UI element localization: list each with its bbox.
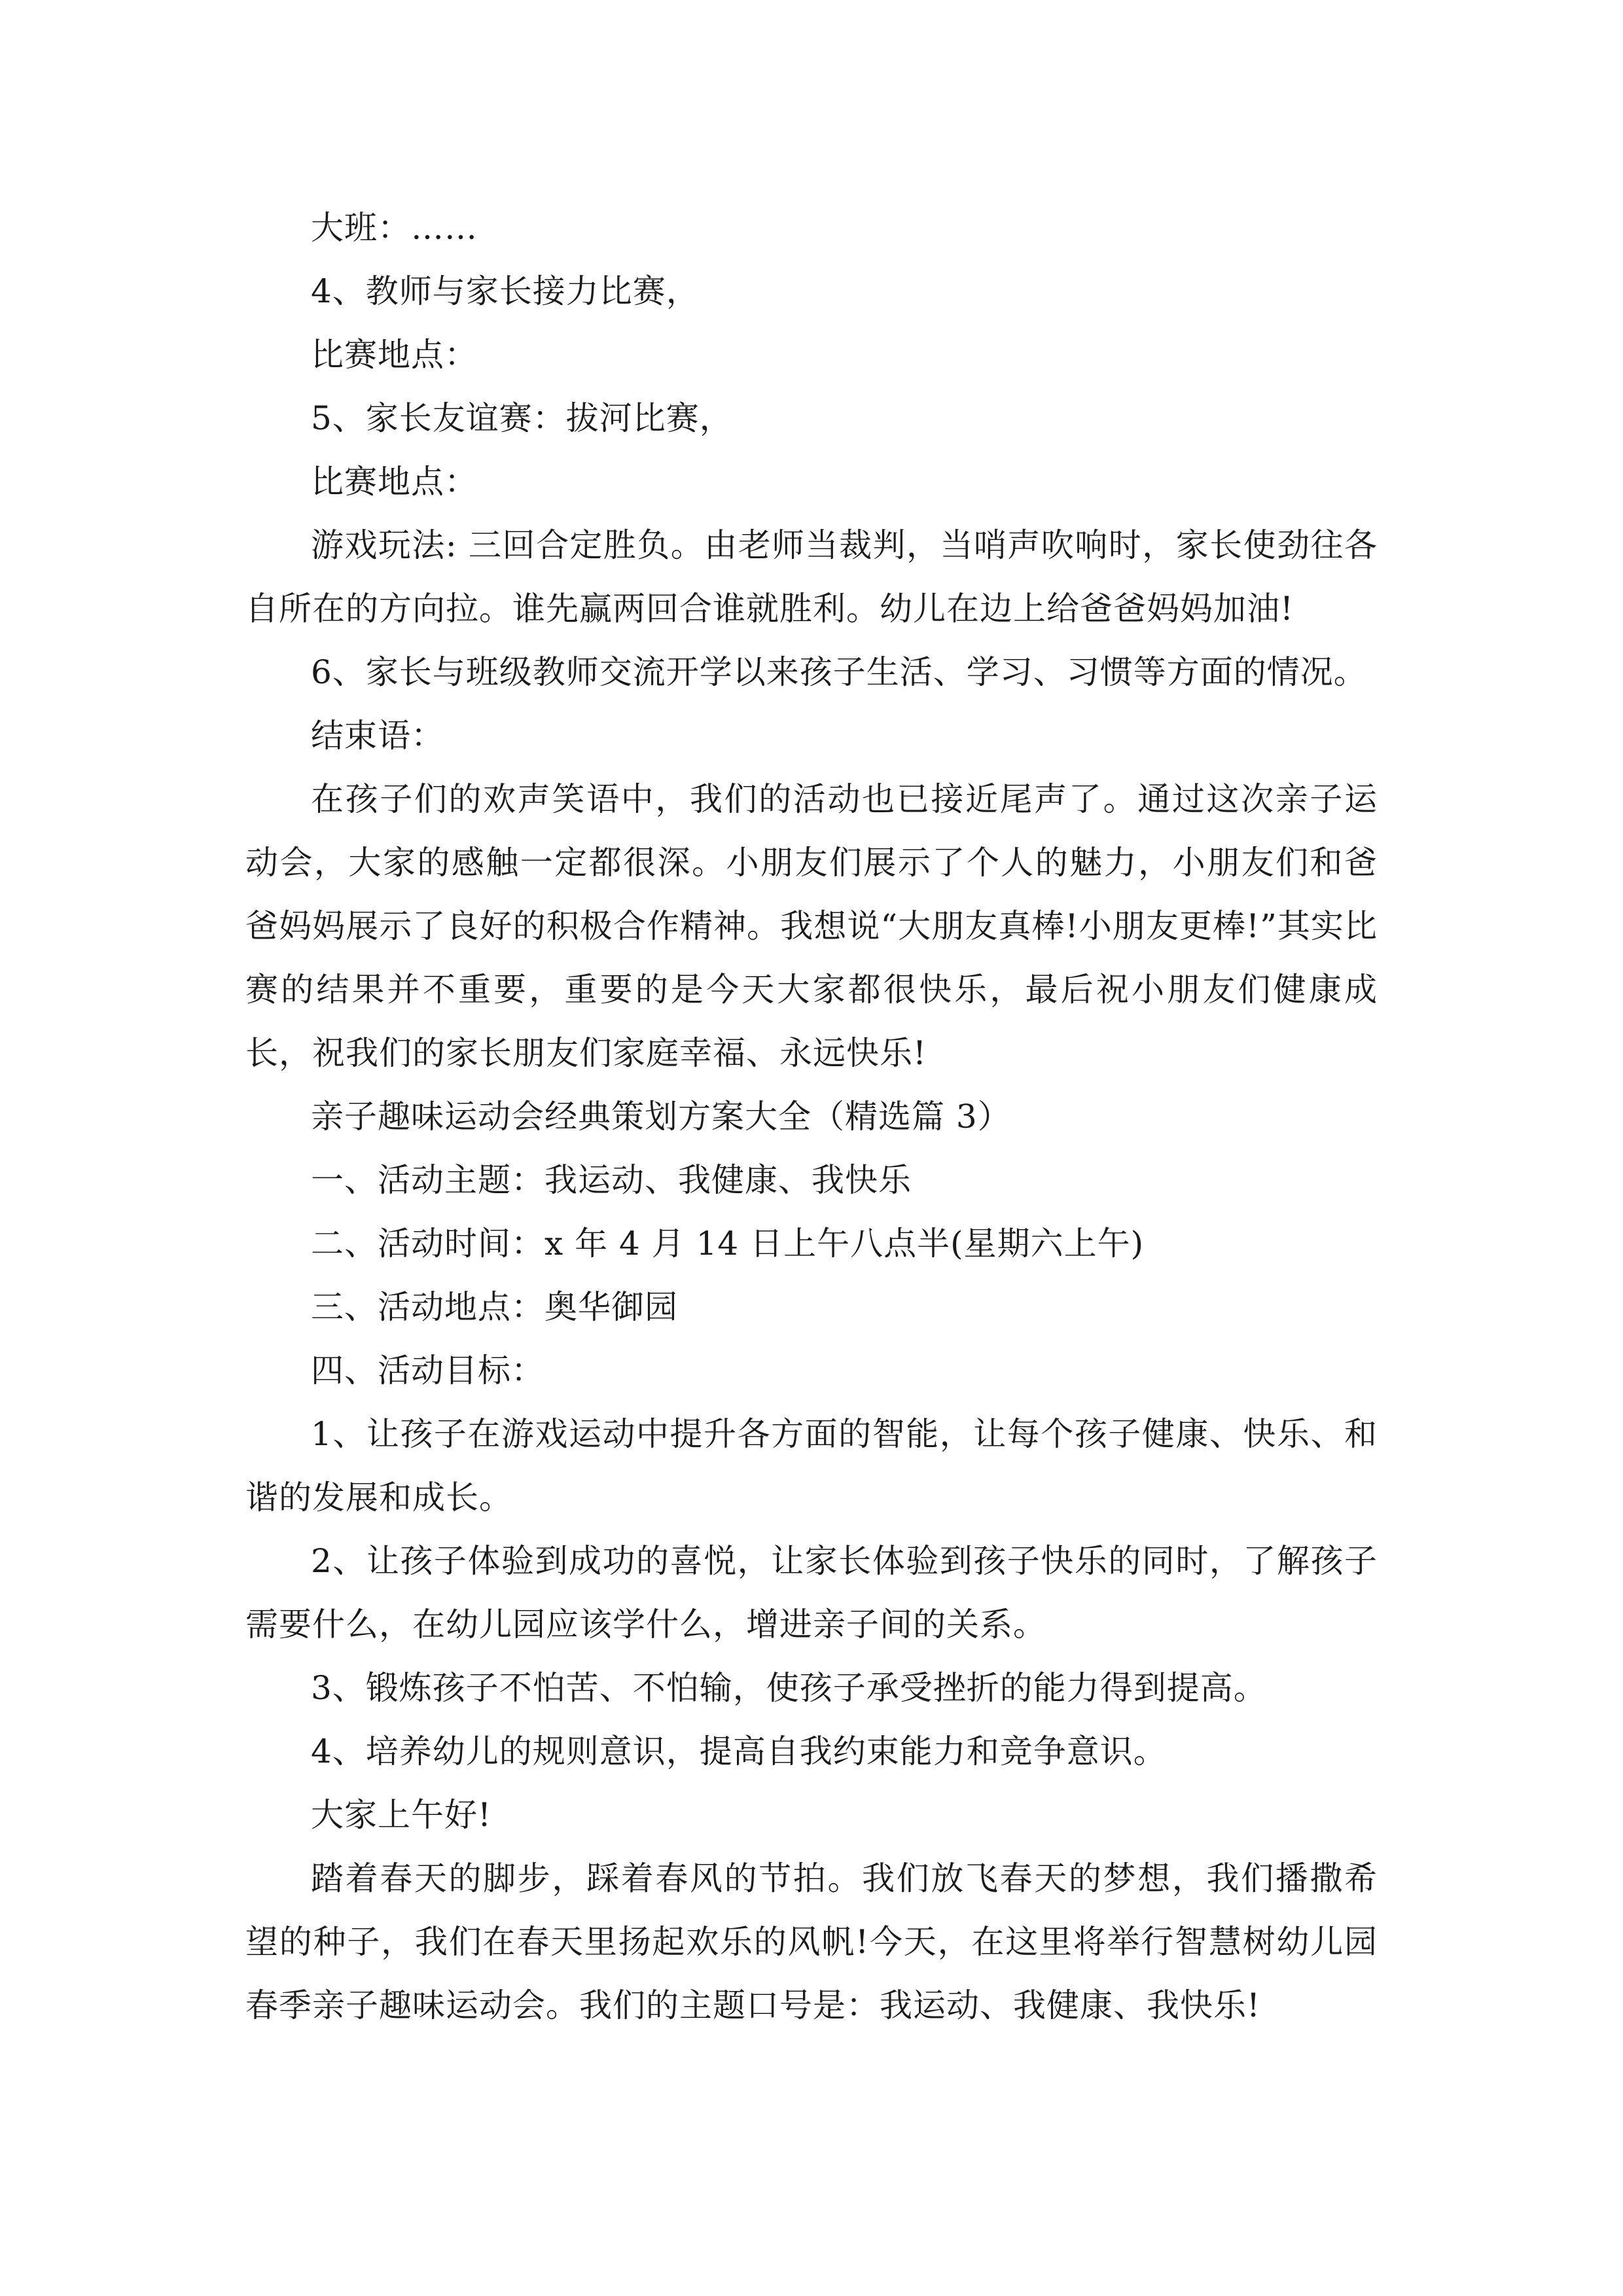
paragraph-location: 三、活动地点：奥华御园 — [311, 1288, 678, 1326]
paragraph-time: 二、活动时间：x 年 4 月 14 日上午八点半(星期六上午) — [311, 1225, 1145, 1263]
paragraph-parent-teacher-talk: 6、家长与班级教师交流开学以来孩子生活、学习、习惯等方面的情况。 — [311, 653, 1367, 691]
paragraph-opening-speech: 踏着春天的脚步，踩着春风的节拍。我们放飞春天的梦想，我们播撒希望的种子，我们在春天里扬起欢乐的风帆!今天，在这里将举行智慧树幼儿园春季亲子趣味运动会。我们的主题口号是：我运动、我健康、我快乐! — [245, 1859, 1378, 2024]
paragraph-game-rules: 游戏玩法: 三回合定胜负。由老师当裁判，当哨声吹响时，家长使劲往各自所在的方向拉。谁先赢两回合谁就胜利。幼儿在边上给爸爸妈妈加油! — [245, 526, 1378, 628]
paragraph-class-large: 大班：…… — [311, 209, 478, 247]
paragraph-greeting: 大家上午好! — [311, 1796, 492, 1834]
paragraph-relay-race: 4、教师与家长接力比赛， — [311, 272, 700, 310]
paragraph-venue-2: 比赛地点： — [311, 463, 478, 501]
document-body — [245, 196, 1378, 2037]
paragraph-closing-heading: 结束语： — [311, 717, 444, 755]
paragraph-theme: 一、活动主题：我运动、我健康、我快乐 — [311, 1161, 912, 1199]
paragraph-goals-heading: 四、活动目标： — [311, 1352, 544, 1390]
paragraph-goal-4: 4、培养幼儿的规则意识，提高自我约束能力和竞争意识。 — [311, 1732, 1167, 1770]
paragraph-closing-speech: 在孩子们的欢声笑语中，我们的活动也已接近尾声了。通过这次亲子运动会，大家的感触一定都很深。小朋友们展示了个人的魅力，小朋友们和爸爸妈妈展示了良好的积极合作精神。我想说“大朋友真棒!小朋友更棒!”其实比赛的结果并不重要，重要的是今天大家都很快乐，最后祝小朋友们健康成长，祝我们的家长朋友们家庭幸福、永远快乐! — [245, 780, 1378, 1072]
paragraph-goal-3: 3、锻炼孩子不怕苦、不怕输，使孩子承受挫折的能力得到提高。 — [311, 1669, 1267, 1707]
section-title: 亲子趣味运动会经典策划方案大全（精选篇 3） — [311, 1098, 1011, 1136]
paragraph-goal-2: 2、让孩子体验到成功的喜悦，让家长体验到孩子快乐的同时，了解孩子需要什么，在幼儿园应该学什么，增进亲子间的关系。 — [245, 1542, 1378, 1643]
paragraph-goal-1: 1、让孩子在游戏运动中提升各方面的智能，让每个孩子健康、快乐、和谐的发展和成长。 — [245, 1415, 1378, 1516]
paragraph-tug-of-war: 5、家长友谊赛：拔河比赛， — [311, 399, 733, 437]
paragraph-venue-1: 比赛地点： — [311, 336, 478, 374]
